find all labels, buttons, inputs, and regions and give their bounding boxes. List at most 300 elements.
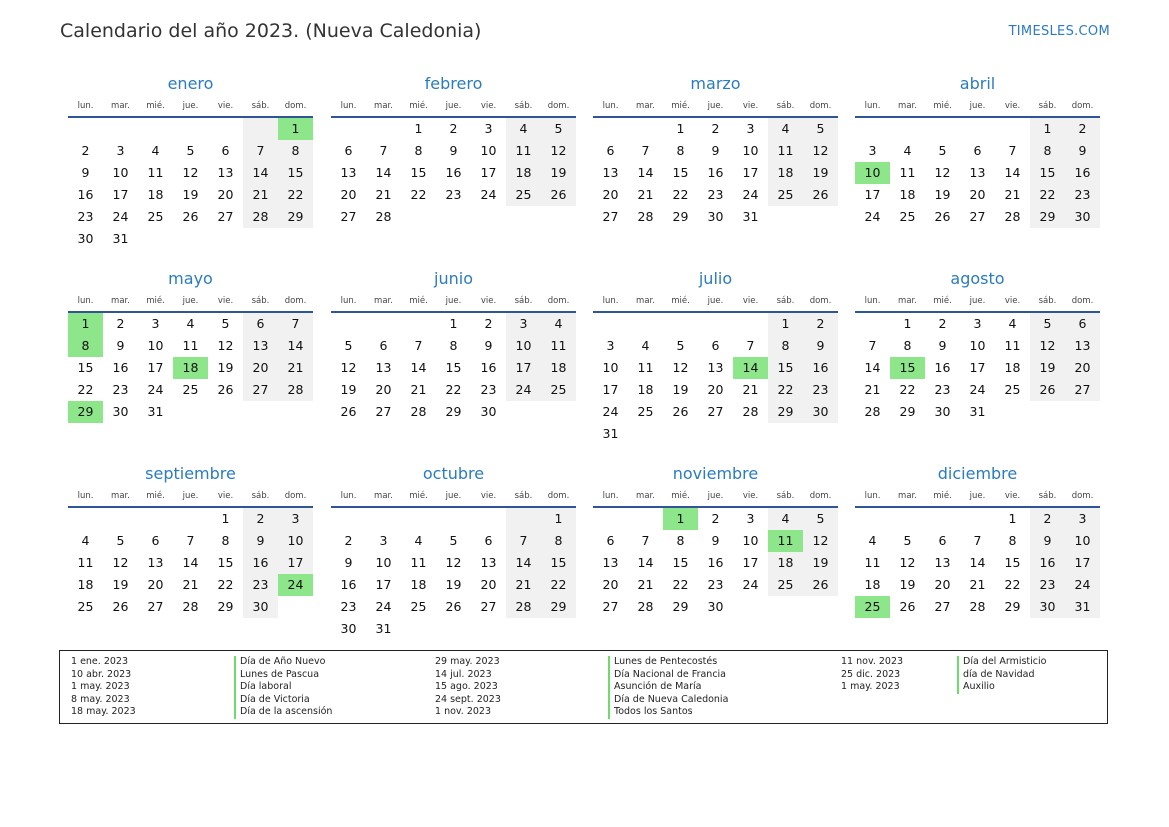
day-cell[interactable]: 17 <box>864 187 881 202</box>
day-cell[interactable]: 17 <box>742 165 759 180</box>
day-cell[interactable]: 18 <box>1004 360 1021 375</box>
day-cell[interactable]: 7 <box>746 338 755 353</box>
day-cell[interactable]: 27 <box>340 209 357 224</box>
day-cell[interactable]: 27 <box>480 599 497 614</box>
day-cell[interactable]: 1 <box>68 313 103 335</box>
day-cell[interactable]: 8 <box>221 533 230 548</box>
day-cell[interactable]: 20 <box>969 187 986 202</box>
day-cell[interactable]: 26 <box>803 574 838 596</box>
day-cell[interactable]: 17 <box>1065 552 1100 574</box>
day-cell[interactable]: 27 <box>969 209 986 224</box>
day-cell[interactable]: 14 <box>637 165 654 180</box>
day-cell[interactable]: 9 <box>1065 140 1100 162</box>
day-cell[interactable]: 16 <box>480 360 497 375</box>
day-cell[interactable]: 14 <box>969 555 986 570</box>
day-cell[interactable]: 9 <box>938 338 947 353</box>
day-cell[interactable]: 25 <box>506 184 541 206</box>
day-cell[interactable]: 10 <box>278 530 313 552</box>
day-cell[interactable]: 11 <box>506 140 541 162</box>
day-cell[interactable]: 11 <box>182 338 199 353</box>
day-cell[interactable]: 21 <box>278 357 313 379</box>
day-cell[interactable]: 24 <box>602 404 619 419</box>
day-cell[interactable]: 24 <box>1065 574 1100 596</box>
day-cell[interactable]: 20 <box>1065 357 1100 379</box>
day-cell[interactable]: 21 <box>637 187 654 202</box>
day-cell[interactable]: 10 <box>147 338 164 353</box>
day-cell[interactable]: 7 <box>243 140 278 162</box>
day-cell[interactable]: 9 <box>116 338 125 353</box>
day-cell[interactable]: 19 <box>112 577 129 592</box>
day-cell[interactable]: 14 <box>375 165 392 180</box>
day-cell[interactable]: 15 <box>890 357 925 379</box>
day-cell[interactable]: 5 <box>803 508 838 530</box>
day-cell[interactable]: 27 <box>602 599 619 614</box>
day-cell[interactable]: 5 <box>803 118 838 140</box>
day-cell[interactable]: 6 <box>484 533 493 548</box>
day-cell[interactable]: 22 <box>672 577 689 592</box>
day-cell[interactable]: 16 <box>803 357 838 379</box>
day-cell[interactable]: 29 <box>899 404 916 419</box>
day-cell[interactable]: 14 <box>637 555 654 570</box>
day-cell[interactable]: 13 <box>602 165 619 180</box>
day-cell[interactable]: 22 <box>410 187 427 202</box>
day-cell[interactable]: 10 <box>742 143 759 158</box>
day-cell[interactable]: 15 <box>1030 162 1065 184</box>
day-cell[interactable]: 13 <box>243 335 278 357</box>
day-cell[interactable]: 5 <box>1030 313 1065 335</box>
day-cell[interactable]: 6 <box>151 533 160 548</box>
day-cell[interactable]: 10 <box>375 555 392 570</box>
day-cell[interactable]: 11 <box>410 555 427 570</box>
day-cell[interactable]: 22 <box>768 379 803 401</box>
day-cell[interactable]: 18 <box>173 357 208 379</box>
day-cell[interactable]: 25 <box>637 404 654 419</box>
day-cell[interactable]: 11 <box>77 555 94 570</box>
day-cell[interactable]: 27 <box>147 599 164 614</box>
day-cell[interactable]: 18 <box>899 187 916 202</box>
day-cell[interactable]: 9 <box>1030 530 1065 552</box>
day-cell[interactable]: 20 <box>217 187 234 202</box>
day-cell[interactable]: 13 <box>480 555 497 570</box>
day-cell[interactable]: 20 <box>375 382 392 397</box>
day-cell[interactable]: 15 <box>768 357 803 379</box>
day-cell[interactable]: 3 <box>1065 508 1100 530</box>
day-cell[interactable]: 12 <box>1030 335 1065 357</box>
day-cell[interactable]: 19 <box>445 577 462 592</box>
day-cell[interactable]: 15 <box>77 360 94 375</box>
day-cell[interactable]: 17 <box>506 357 541 379</box>
day-cell[interactable]: 24 <box>969 382 986 397</box>
day-cell[interactable]: 27 <box>217 209 234 224</box>
day-cell[interactable]: 21 <box>410 382 427 397</box>
day-cell[interactable]: 9 <box>484 338 493 353</box>
day-cell[interactable]: 2 <box>243 508 278 530</box>
day-cell[interactable]: 17 <box>742 555 759 570</box>
day-cell[interactable]: 28 <box>637 599 654 614</box>
day-cell[interactable]: 20 <box>934 577 951 592</box>
day-cell[interactable]: 27 <box>707 404 724 419</box>
day-cell[interactable]: 20 <box>340 187 357 202</box>
day-cell[interactable]: 27 <box>602 209 619 224</box>
day-cell[interactable]: 22 <box>278 184 313 206</box>
day-cell[interactable]: 13 <box>375 360 392 375</box>
day-cell[interactable]: 26 <box>112 599 129 614</box>
day-cell[interactable]: 19 <box>217 360 234 375</box>
day-cell[interactable]: 14 <box>182 555 199 570</box>
day-cell[interactable]: 17 <box>480 165 497 180</box>
day-cell[interactable]: 20 <box>243 357 278 379</box>
day-cell[interactable]: 7 <box>379 143 388 158</box>
day-cell[interactable]: 13 <box>969 165 986 180</box>
day-cell[interactable]: 21 <box>182 577 199 592</box>
day-cell[interactable]: 9 <box>711 143 720 158</box>
day-cell[interactable]: 8 <box>903 338 912 353</box>
day-cell[interactable]: 12 <box>672 360 689 375</box>
day-cell[interactable]: 30 <box>803 401 838 423</box>
day-cell[interactable]: 4 <box>414 533 423 548</box>
day-cell[interactable]: 4 <box>1008 316 1017 331</box>
day-cell[interactable]: 8 <box>676 533 685 548</box>
day-cell[interactable]: 27 <box>375 404 392 419</box>
day-cell[interactable]: 19 <box>803 162 838 184</box>
day-cell[interactable]: 9 <box>243 530 278 552</box>
day-cell[interactable]: 29 <box>445 404 462 419</box>
day-cell[interactable]: 9 <box>449 143 458 158</box>
day-cell[interactable]: 8 <box>1008 533 1017 548</box>
day-cell[interactable]: 4 <box>903 143 912 158</box>
day-cell[interactable]: 25 <box>1004 382 1021 397</box>
day-cell[interactable]: 19 <box>1030 357 1065 379</box>
day-cell[interactable]: 30 <box>1065 206 1100 228</box>
day-cell[interactable]: 31 <box>1065 596 1100 618</box>
day-cell[interactable]: 4 <box>868 533 877 548</box>
day-cell[interactable]: 1 <box>221 511 230 526</box>
day-cell[interactable]: 16 <box>1065 162 1100 184</box>
day-cell[interactable]: 12 <box>445 555 462 570</box>
day-cell[interactable]: 26 <box>182 209 199 224</box>
day-cell[interactable]: 4 <box>641 338 650 353</box>
day-cell[interactable]: 11 <box>768 140 803 162</box>
day-cell[interactable]: 22 <box>672 187 689 202</box>
day-cell[interactable]: 24 <box>112 209 129 224</box>
day-cell[interactable]: 2 <box>711 121 720 136</box>
day-cell[interactable]: 10 <box>602 360 619 375</box>
day-cell[interactable]: 11 <box>768 530 803 552</box>
day-cell[interactable]: 30 <box>934 404 951 419</box>
day-cell[interactable]: 21 <box>1004 187 1021 202</box>
day-cell[interactable]: 16 <box>1030 552 1065 574</box>
day-cell[interactable]: 24 <box>742 577 759 592</box>
day-cell[interactable]: 29 <box>68 401 103 423</box>
day-cell[interactable]: 18 <box>147 187 164 202</box>
day-cell[interactable]: 31 <box>375 621 392 636</box>
day-cell[interactable]: 30 <box>1030 596 1065 618</box>
day-cell[interactable]: 13 <box>934 555 951 570</box>
day-cell[interactable]: 23 <box>707 187 724 202</box>
day-cell[interactable]: 19 <box>899 577 916 592</box>
day-cell[interactable]: 11 <box>864 555 881 570</box>
day-cell[interactable]: 17 <box>147 360 164 375</box>
day-cell[interactable]: 20 <box>480 577 497 592</box>
day-cell[interactable]: 25 <box>541 379 576 401</box>
day-cell[interactable]: 16 <box>707 555 724 570</box>
day-cell[interactable]: 4 <box>768 118 803 140</box>
day-cell[interactable]: 26 <box>340 404 357 419</box>
day-cell[interactable]: 26 <box>899 599 916 614</box>
day-cell[interactable]: 24 <box>506 379 541 401</box>
day-cell[interactable]: 23 <box>112 382 129 397</box>
day-cell[interactable]: 18 <box>506 162 541 184</box>
day-cell[interactable]: 9 <box>344 555 353 570</box>
day-cell[interactable]: 23 <box>1030 574 1065 596</box>
day-cell[interactable]: 8 <box>541 530 576 552</box>
day-cell[interactable]: 12 <box>803 140 838 162</box>
day-cell[interactable]: 27 <box>1065 379 1100 401</box>
day-cell[interactable]: 11 <box>147 165 164 180</box>
day-cell[interactable]: 18 <box>77 577 94 592</box>
day-cell[interactable]: 1 <box>663 508 698 530</box>
day-cell[interactable]: 1 <box>676 121 685 136</box>
day-cell[interactable]: 14 <box>733 357 768 379</box>
day-cell[interactable]: 22 <box>77 382 94 397</box>
day-cell[interactable]: 12 <box>541 140 576 162</box>
day-cell[interactable]: 15 <box>672 555 689 570</box>
day-cell[interactable]: 23 <box>480 382 497 397</box>
day-cell[interactable]: 20 <box>602 187 619 202</box>
day-cell[interactable]: 15 <box>541 552 576 574</box>
day-cell[interactable]: 1 <box>541 508 576 530</box>
day-cell[interactable]: 25 <box>768 574 803 596</box>
day-cell[interactable]: 2 <box>116 316 125 331</box>
day-cell[interactable]: 14 <box>864 360 881 375</box>
day-cell[interactable]: 28 <box>864 404 881 419</box>
day-cell[interactable]: 31 <box>112 231 129 246</box>
day-cell[interactable]: 24 <box>480 187 497 202</box>
day-cell[interactable]: 17 <box>602 382 619 397</box>
day-cell[interactable]: 30 <box>112 404 129 419</box>
day-cell[interactable]: 5 <box>344 338 353 353</box>
day-cell[interactable]: 5 <box>449 533 458 548</box>
day-cell[interactable]: 26 <box>541 184 576 206</box>
day-cell[interactable]: 3 <box>116 143 125 158</box>
day-cell[interactable]: 16 <box>934 360 951 375</box>
day-cell[interactable]: 5 <box>221 316 230 331</box>
day-cell[interactable]: 18 <box>864 577 881 592</box>
day-cell[interactable]: 14 <box>243 162 278 184</box>
day-cell[interactable]: 25 <box>147 209 164 224</box>
day-cell[interactable]: 25 <box>768 184 803 206</box>
day-cell[interactable]: 6 <box>243 313 278 335</box>
day-cell[interactable]: 23 <box>243 574 278 596</box>
day-cell[interactable]: 11 <box>1004 338 1021 353</box>
day-cell[interactable]: 12 <box>803 530 838 552</box>
day-cell[interactable]: 17 <box>969 360 986 375</box>
day-cell[interactable]: 6 <box>606 533 615 548</box>
day-cell[interactable]: 30 <box>480 404 497 419</box>
day-cell[interactable]: 4 <box>151 143 160 158</box>
day-cell[interactable]: 10 <box>969 338 986 353</box>
day-cell[interactable]: 31 <box>602 426 619 441</box>
day-cell[interactable]: 16 <box>445 165 462 180</box>
day-cell[interactable]: 18 <box>637 382 654 397</box>
day-cell[interactable]: 7 <box>278 313 313 335</box>
day-cell[interactable]: 4 <box>506 118 541 140</box>
day-cell[interactable]: 28 <box>969 599 986 614</box>
day-cell[interactable]: 2 <box>1030 508 1065 530</box>
day-cell[interactable]: 26 <box>934 209 951 224</box>
day-cell[interactable]: 2 <box>449 121 458 136</box>
day-cell[interactable]: 5 <box>903 533 912 548</box>
day-cell[interactable]: 22 <box>217 577 234 592</box>
day-cell[interactable]: 23 <box>77 209 94 224</box>
day-cell[interactable]: 24 <box>864 209 881 224</box>
day-cell[interactable]: 23 <box>340 599 357 614</box>
day-cell[interactable]: 21 <box>506 574 541 596</box>
day-cell[interactable]: 6 <box>344 143 353 158</box>
day-cell[interactable]: 16 <box>77 187 94 202</box>
day-cell[interactable]: 31 <box>147 404 164 419</box>
day-cell[interactable]: 3 <box>746 121 755 136</box>
day-cell[interactable]: 28 <box>182 599 199 614</box>
day-cell[interactable]: 29 <box>541 596 576 618</box>
day-cell[interactable]: 1 <box>903 316 912 331</box>
day-cell[interactable]: 30 <box>707 599 724 614</box>
day-cell[interactable]: 5 <box>938 143 947 158</box>
day-cell[interactable]: 21 <box>969 577 986 592</box>
day-cell[interactable]: 25 <box>182 382 199 397</box>
day-cell[interactable]: 12 <box>217 338 234 353</box>
day-cell[interactable]: 1 <box>414 121 423 136</box>
day-cell[interactable]: 28 <box>506 596 541 618</box>
day-cell[interactable]: 11 <box>637 360 654 375</box>
day-cell[interactable]: 4 <box>768 508 803 530</box>
day-cell[interactable]: 12 <box>340 360 357 375</box>
day-cell[interactable]: 29 <box>672 209 689 224</box>
day-cell[interactable]: 5 <box>186 143 195 158</box>
day-cell[interactable]: 18 <box>768 162 803 184</box>
day-cell[interactable]: 3 <box>973 316 982 331</box>
day-cell[interactable]: 6 <box>379 338 388 353</box>
day-cell[interactable]: 16 <box>243 552 278 574</box>
day-cell[interactable]: 8 <box>414 143 423 158</box>
day-cell[interactable]: 28 <box>1004 209 1021 224</box>
day-cell[interactable]: 9 <box>803 335 838 357</box>
day-cell[interactable]: 20 <box>147 577 164 592</box>
day-cell[interactable]: 6 <box>1065 313 1100 335</box>
day-cell[interactable]: 19 <box>541 162 576 184</box>
day-cell[interactable]: 4 <box>186 316 195 331</box>
day-cell[interactable]: 15 <box>278 162 313 184</box>
day-cell[interactable]: 3 <box>278 508 313 530</box>
day-cell[interactable]: 23 <box>1065 184 1100 206</box>
day-cell[interactable]: 8 <box>68 335 103 357</box>
day-cell[interactable]: 6 <box>606 143 615 158</box>
day-cell[interactable]: 23 <box>934 382 951 397</box>
day-cell[interactable]: 24 <box>742 187 759 202</box>
day-cell[interactable]: 5 <box>116 533 125 548</box>
day-cell[interactable]: 24 <box>147 382 164 397</box>
day-cell[interactable]: 8 <box>676 143 685 158</box>
day-cell[interactable]: 3 <box>746 511 755 526</box>
day-cell[interactable]: 29 <box>278 206 313 228</box>
day-cell[interactable]: 24 <box>278 574 313 596</box>
day-cell[interactable]: 19 <box>934 187 951 202</box>
day-cell[interactable]: 25 <box>899 209 916 224</box>
day-cell[interactable]: 9 <box>81 165 90 180</box>
day-cell[interactable]: 11 <box>899 165 916 180</box>
day-cell[interactable]: 13 <box>707 360 724 375</box>
day-cell[interactable]: 12 <box>899 555 916 570</box>
day-cell[interactable]: 26 <box>803 184 838 206</box>
day-cell[interactable]: 2 <box>803 313 838 335</box>
day-cell[interactable]: 16 <box>112 360 129 375</box>
day-cell[interactable]: 15 <box>672 165 689 180</box>
day-cell[interactable]: 7 <box>186 533 195 548</box>
day-cell[interactable]: 30 <box>243 596 278 618</box>
day-cell[interactable]: 15 <box>410 165 427 180</box>
day-cell[interactable]: 21 <box>637 577 654 592</box>
day-cell[interactable]: 27 <box>934 599 951 614</box>
day-cell[interactable]: 2 <box>344 533 353 548</box>
day-cell[interactable]: 10 <box>1065 530 1100 552</box>
day-cell[interactable]: 2 <box>484 316 493 331</box>
day-cell[interactable]: 10 <box>742 533 759 548</box>
day-cell[interactable]: 13 <box>217 165 234 180</box>
day-cell[interactable]: 14 <box>1004 165 1021 180</box>
day-cell[interactable]: 16 <box>340 577 357 592</box>
day-cell[interactable]: 29 <box>1004 599 1021 614</box>
day-cell[interactable]: 7 <box>868 338 877 353</box>
day-cell[interactable]: 3 <box>506 313 541 335</box>
day-cell[interactable]: 29 <box>768 401 803 423</box>
day-cell[interactable]: 19 <box>672 382 689 397</box>
day-cell[interactable]: 26 <box>672 404 689 419</box>
day-cell[interactable]: 6 <box>973 143 982 158</box>
day-cell[interactable]: 23 <box>707 577 724 592</box>
day-cell[interactable]: 7 <box>641 533 650 548</box>
day-cell[interactable]: 8 <box>278 140 313 162</box>
day-cell[interactable]: 10 <box>506 335 541 357</box>
day-cell[interactable]: 14 <box>506 552 541 574</box>
day-cell[interactable]: 13 <box>340 165 357 180</box>
day-cell[interactable]: 19 <box>803 552 838 574</box>
day-cell[interactable]: 1 <box>278 118 313 140</box>
day-cell[interactable]: 8 <box>768 335 803 357</box>
day-cell[interactable]: 28 <box>375 209 392 224</box>
day-cell[interactable]: 2 <box>81 143 90 158</box>
day-cell[interactable]: 3 <box>379 533 388 548</box>
day-cell[interactable]: 2 <box>711 511 720 526</box>
day-cell[interactable]: 23 <box>445 187 462 202</box>
day-cell[interactable]: 23 <box>803 379 838 401</box>
day-cell[interactable]: 7 <box>641 143 650 158</box>
day-cell[interactable]: 30 <box>707 209 724 224</box>
day-cell[interactable]: 8 <box>449 338 458 353</box>
day-cell[interactable]: 1 <box>1030 118 1065 140</box>
day-cell[interactable]: 29 <box>672 599 689 614</box>
day-cell[interactable]: 12 <box>182 165 199 180</box>
day-cell[interactable]: 7 <box>506 530 541 552</box>
day-cell[interactable]: 25 <box>77 599 94 614</box>
day-cell[interactable]: 1 <box>1008 511 1017 526</box>
day-cell[interactable]: 15 <box>217 555 234 570</box>
day-cell[interactable]: 21 <box>375 187 392 202</box>
day-cell[interactable]: 31 <box>742 209 759 224</box>
day-cell[interactable]: 2 <box>1065 118 1100 140</box>
day-cell[interactable]: 27 <box>243 379 278 401</box>
site-link[interactable]: TIMESLES.COM <box>1008 24 1110 39</box>
day-cell[interactable]: 29 <box>1030 206 1065 228</box>
